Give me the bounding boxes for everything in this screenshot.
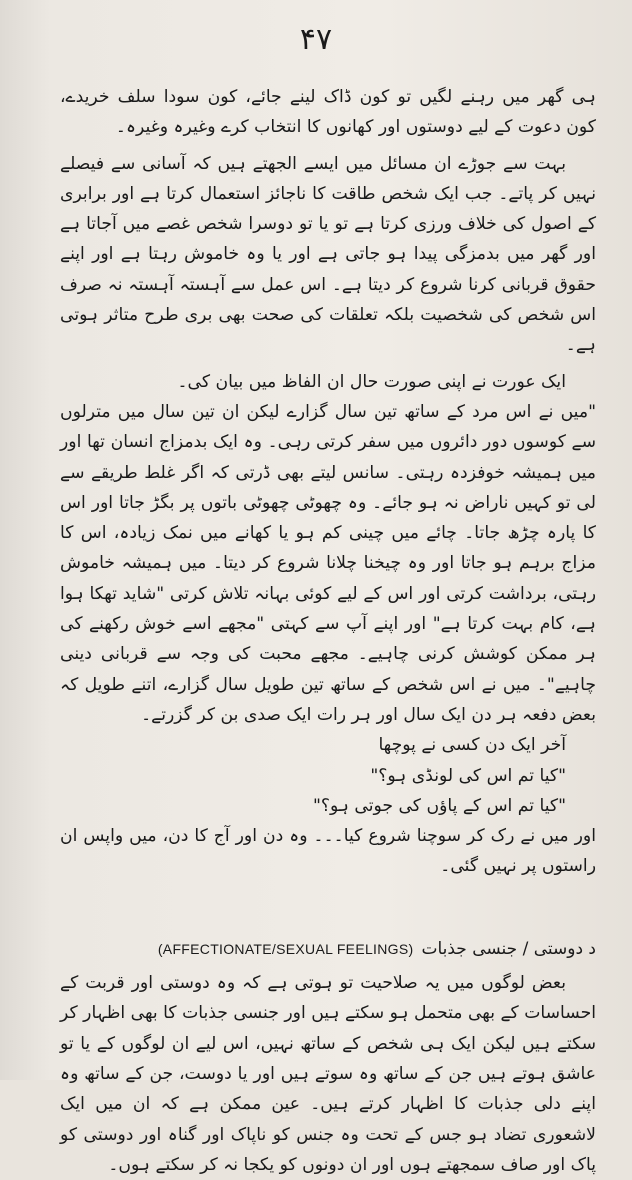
section-heading-urdu: د دوستی / جنسی جذبات [421,938,596,959]
paragraph-someone-asked: آخر ایک دن کسی نے پوچھا [378,735,566,756]
section-heading [60,934,596,964]
page-body [60,82,596,1180]
paragraph-1: ہی گھر میں رہنے لگیں تو کون ڈاک لینے جائے، کون سودا سلف خریدے، کون دعوت کے لیے دوستوں اور کھانوں کا انتخاب کرے وغیرہ وغیرہ۔ [60,87,596,138]
paragraph-2: بہت سے جوڑے ان مسائل میں ایسے الجھتے ہیں کہ آسانی سے فیصلے نہیں کر پاتے۔ جب ایک شخص طاقت کا ناجائز استعمال کرتا ہے اور برابری کے اصول کی خلاف ورزی کرتا ہے تو یا تو دوسرا شخص غصے میں آجاتا ہے اور گھر میں بدمزگی پیدا ہو جاتی ہے اور یا وہ خاموش رہتا ہے اور اپنے حقوق قربانی کرنا شروع کر دیتا ہے۔ اس عمل سے آہستہ آہستہ نہ صرف اس شخص کی شخصیت بلکہ تعلقات کی صحت بھی بری طرح متاثر ہوتی ہے۔ [60,153,596,356]
section-heading-english: (AFFECTIONATE/SEXUAL FEELINGS) [157,940,414,957]
paragraph-closing: اور میں نے رک کر سوچنا شروع کیا۔۔۔ وہ دن اور آج کا دن، میں واپس ان راستوں پر نہیں گئی۔ [60,826,596,877]
paragraph-3: ایک عورت نے اپنی صورت حال ان الفاظ میں بیان کی۔ [177,371,566,392]
section-paragraph: بعض لوگوں میں یہ صلاحیت تو ہوتی ہے کہ وہ دوستی اور قربت کے احساسات کے بھی متحمل ہو سکتے ہیں اور جنسی جذبات کا بھی اظہار کر سکتے ہیں لیکن ایک ہی شخص کے ساتھ نہیں، اس لیے ان لوگوں کے یا تو عاشق ہوتے ہیں جن کے ساتھ وہ سوتے ہیں اور یا دوست، جن کے ساتھ وہ اپنے دلی جذبات کا اظہار کرتے ہیں۔ عین ممکن ہے کہ ان میں ایک لاشعوری تضاد ہو جس کے تحت وہ جنس کو ناپاک اور گناہ اور دوستی کو پاک اور صاف سمجھتے ہوں اور ان دونوں کو یکجا نہ کر سکتے ہوں۔ [60,973,596,1175]
page-number: ۴۷ [299,22,333,57]
question-1: "کیا تم اس کی لونڈی ہو؟" [370,765,566,786]
quote-paragraph: "میں نے اس مرد کے ساتھ تین سال گزارے لیکن ان تین سال میں مترلوں سے کوسوں دور دائروں میں سفر کرتی رہی۔ وہ ایک بدمزاج انسان تھا اور میں ہمیشہ خوفزدہ رہتی۔ سانس لیتے بھی ڈرتی کہ اگر غلط طریقے سے لی تو کہیں ناراض نہ ہو جائے۔ وہ چھوٹی چھوٹی باتوں پر بگڑ جاتا اور اس کا پارہ چڑھ جاتا۔ چائے میں چینی کم ہو یا کھانے میں نمک زیادہ، اس کا مزاج برہم ہو جاتا اور وہ چیخنا چلانا شروع کر دیتا۔ میں ہمیشہ خاموش رہتی، برداشت کرتی اور اس کے لیے کوئی بہانہ تلاش کرتی "شاید تھکا ہوا ہے، کام بہت کرتا ہے" اور اپنے آپ سے کہتی "مجھے اسے خوش رکھنے کی ہر ممکن کوشش کرنی چاہیے۔ مجھے محبت کی وجہ سے قربانی دینی چاہیے"۔ میں نے اس شخص کے ساتھ تین طویل سال گزارے، اتنے طویل کہ بعض دفعہ ہر دن ایک سال اور ہر رات ایک صدی بن کر گزرتے۔ [60,401,596,725]
question-2: "کیا تم اس کے پاؤں کی جوتی ہو؟" [312,795,566,816]
